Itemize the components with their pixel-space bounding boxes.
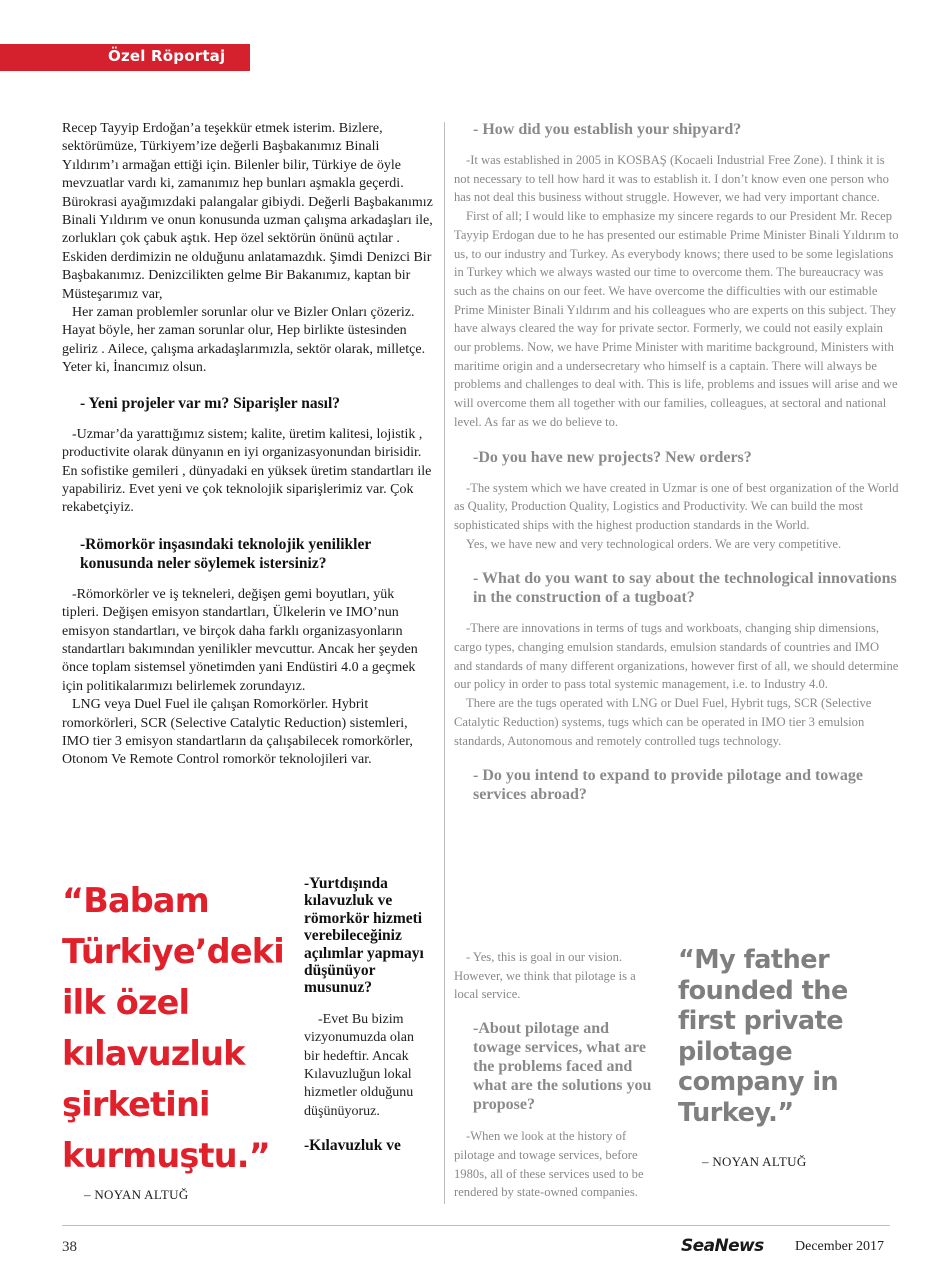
en-question-pilotage-problems: -About pilotage and towage services, what are the problems faced and what are the solutions you propose? <box>473 1020 652 1114</box>
tr-intro-paragraph-2: Her zaman problemler sorunlar olur ve Bizler Onları çözeriz. Hayat böyle, her zaman sorunlar olur, Hep birlikte üstesinden geliriz . Ailece, çalışma arkadaşlarımızla, sektör olarak, milletçe. Yeter ki, İnancımız olsun. <box>62 305 426 376</box>
issue-date: December 2017 <box>795 1239 885 1254</box>
tr-answer-expand-abroad: -Evet Bu bizim vizyonumuzda olan bir hedeftir. Ancak Kılavuzluğun lokal hizmetler olduğunu düşünüyoruz. <box>304 1011 415 1119</box>
english-column <box>454 120 899 816</box>
tr-pull-quote-author: – NOYAN ALTUĞ <box>84 1187 189 1202</box>
en-question-expand-abroad: - Do you intend to expand to provide pilotage and towage services abroad? <box>473 767 863 804</box>
tr-pull-quote: “Babam Türkiye’deki ilk özel kılavuzluk şirketini kurmuştu.” <box>62 881 284 1175</box>
tr-question-tugboat-innovations: -Römorkör inşasındaki teknolojik yenilikler konusunda neler söylemek istersiniz? <box>80 535 371 572</box>
tr-mini-column <box>304 875 432 1155</box>
en-question-tugboat-innovations: - What do you want to say about the technological innovations in the construction of a tugboat? <box>473 570 897 607</box>
en-pull-quote-author: – NOYAN ALTUĞ <box>702 1154 807 1169</box>
tr-answer-new-projects: -Uzmar’da yarattığımız sistem; kalite, üretim kalitesi, lojistik , productivite olarak dünyanın en iyi organizasyonundan birisidir. En sofistike gemileri , dünyadaki en yüksek üretim standartları ile yapabiliriz. Evet yeni ve çok teknolojik siparişlerimiz var. Çok rekabetçiyiz. <box>62 426 432 516</box>
en-pull-quote: “My father founded the first private pilotage company in Turkey.” <box>678 945 848 1128</box>
magazine-logo: SeaNews <box>681 1236 764 1256</box>
en-answer-expand-abroad: - Yes, this is goal in our vision. However, we think that pilotage is a local service. <box>454 950 636 1002</box>
tr-question-pilotage-start: -Kılavuzluk ve <box>304 1137 401 1155</box>
turkish-column <box>62 120 434 770</box>
en-answer-pilotage-problems: -When we look at the history of pilotage and towage services, before 1980s, all of these services used to be rendered by state-owned companies. <box>454 1129 644 1200</box>
en-question-shipyard: - How did you establish your shipyard? <box>473 121 742 138</box>
tr-answer-tugboat-innovations-2: LNG veya Duel Fuel ile çalışan Romorkörler. Hybrit romorkörleri, SCR (Selective Catalytic Reduction) sistemleri, IMO tier 3 emisyon standartların da çalışabilecek romorkörler, Otonom Ve Remote Control romorkör teknolojileri var. <box>62 697 413 768</box>
en-answer-tugboat-innovations-2: There are the tugs operated with LNG or Duel Fuel, Hybrit tugs, SCR (Selective Catalytic Reduction) systems, tugs which can be operated in IMO tier 3 emulsion standards, Autonomous and remotely controlled tugs technology. <box>454 696 872 748</box>
tr-answer-tugboat-innovations-1: -Römorkörler ve iş tekneleri, değişen gemi boyutları, yük tipleri. Değişen emisyon standartları, Ülkelerin ve IMO’nun emisyon standartları, ve birçok daha farklı organizasyonların standartları bakımından yenilikler mevcuttur. Ancak her şeyden önce toplam sistemsel yönetimden yani Endüstiri 4.0 a geçmek için politikalarımızı belirlemek zorundayız. <box>62 586 418 694</box>
en-answer-new-projects-1: -The system which we have created in Uzmar is one of best organization of the World as Quality, Production Quality, Logistics and Productivity. We can build the most sophisticated ships with the highest production standards in the World. <box>454 480 899 532</box>
tr-question-new-projects: - Yeni projeler var mı? Siparişler nasıl? <box>80 394 341 412</box>
en-answer-new-projects-2: Yes, we have new and very technological orders. We are very competitive. <box>466 536 842 551</box>
en-answer-shipyard-1: -It was established in 2005 in KOSBAŞ (Kocaeli Industrial Free Zone). I think it is not necessary to tell how hard it was to establish it. I don’t know even one person who has not deal this business without struggle. However, we had very important chance. <box>454 153 889 205</box>
en-answer-tugboat-innovations-1: -There are innovations in terms of tugs and workboats, changing ship dimensions, cargo types, changing emulsion standards, emulsion standards of countries and IMO and standards of many different organizations, however first of all, we should determine our policy in order to pass total systemic management, i.e. to Industry 4.0. <box>454 621 899 692</box>
tr-question-expand-abroad: -Yurtdışında kılavuzluk ve römorkör hizmeti verebileceğiniz açılımlar yapmayı düşünüyor musunuz? <box>304 875 424 997</box>
footer-divider <box>62 1225 890 1226</box>
en-answer-shipyard-2: First of all; I would like to emphasize my sincere regards to our President Mr. Recep Tayyip Erdogan due to he has presented our estimable Prime Minister Binali Yıldırım to us, to our industry and Turkey. As everybody knows; there used to be some legislations in Turkey which we always wasted our time to overcome them. The bureaucracy was such as the chains on our feet. We have overcome the difficulties with our estimable Prime Minister Binali Yıldırım and his colleagues who are experts on this subject. They have always cleared the way for private sector. Formerly, we could not easily explain our problems. Now, we have Prime Minister with maritime background, Ministers with maritime origin and a undersecretary who himself is a captain. There will always be problems and challenges to deal with. This is life, problems and issues will arise and we will overcome them all together with our families, colleagues, at sectoral and national level. As far as we do believe to. <box>454 209 899 429</box>
en-question-new-projects: -Do you have new projects? New orders? <box>473 448 752 466</box>
page-number: 38 <box>62 1239 77 1255</box>
column-divider <box>444 122 445 1204</box>
en-bottom-column <box>454 948 654 1202</box>
section-header-bar <box>0 44 250 71</box>
section-title: Özel Röportaj <box>108 47 226 65</box>
tr-intro-paragraph-1: Recep Tayyip Erdoğan’a teşekkür etmek isterim. Bizlere, sektörümüze, Türkiyem’ize değerli Başbakanımız Binali Yıldırım’ı armağan ettiği için. Bilenler bilir, Türkiye de öyle mevzuatlar vardı ki, zamanımız hep bunları aşmakla geçerdi. Bürokrasi ayağımızdaki palangalar gibiydi. Değerli Başbakanımız Binali Yıldırım ve onun konusunda uzman çalışma arkadaşları ile, zorlukları çok çabuk aştık. Hep özel sektörün önünü açtılar . Eskiden derdimizin ne olduğunu anlatamazdık. Şimdi Denizci Bir Başbakanımız. Denizcilikten gelme Bir Bakanımız, kaptan bir Müsteşarımız var, <box>62 121 433 302</box>
